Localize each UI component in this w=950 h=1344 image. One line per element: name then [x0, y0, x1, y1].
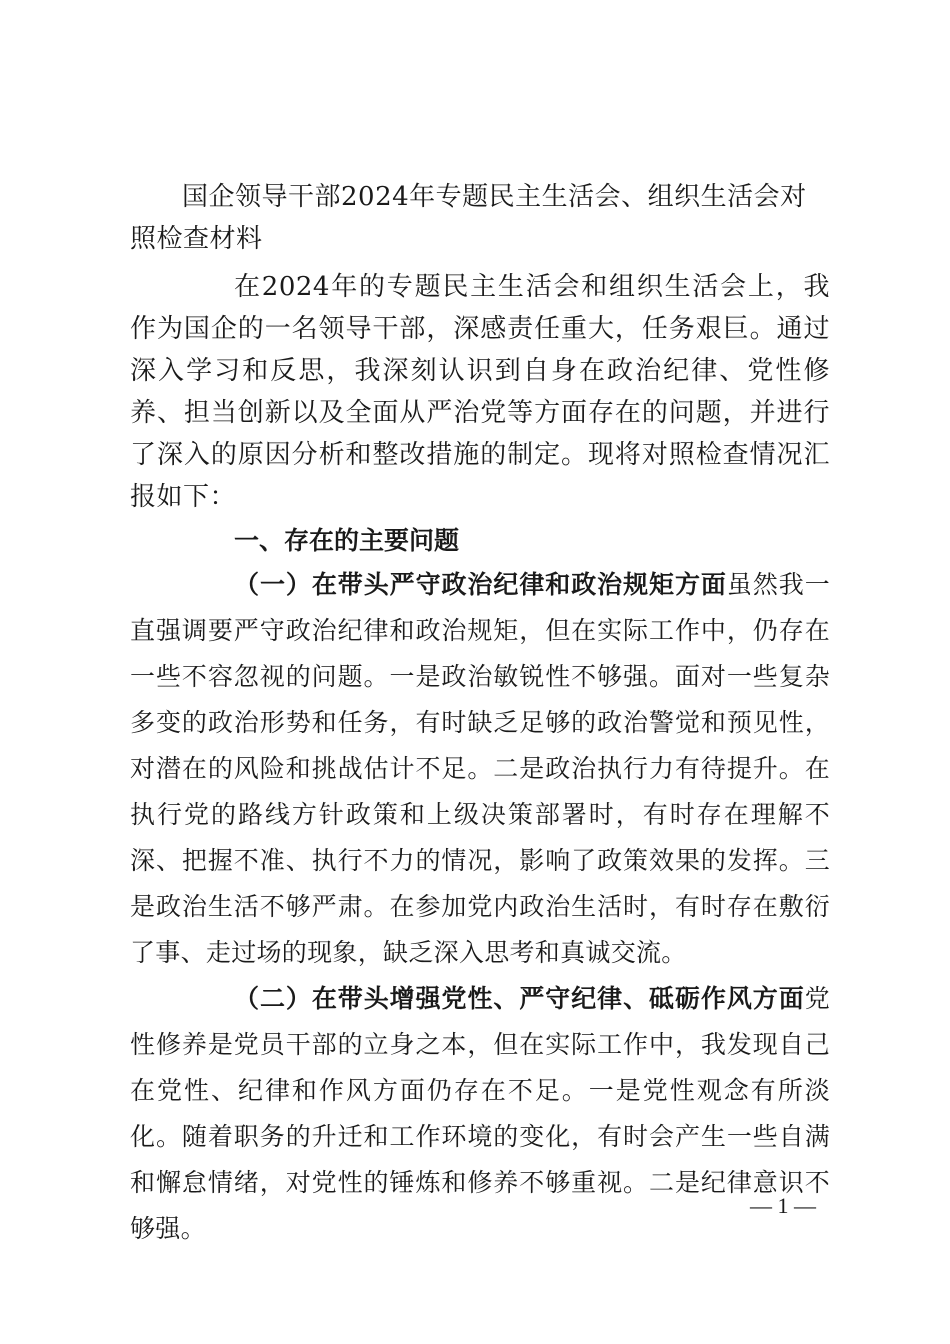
problem-item-1 [130, 562, 830, 976]
problem-item-2-text: 党性修养是党员干部的立身之本，但在实际工作中，我发现自己在党性、纪律和作风方面仍存在不足。一是党性观念有所淡化。随着职务的升迁和工作环境的变化，有时会产生一些自满和懈怠情绪，对党性的锤炼和修养不够重视。二是纪律意识不够强。 [130, 984, 830, 1243]
problem-item-2 [130, 976, 830, 1252]
document-body [130, 176, 830, 1252]
problem-item-1-text: 虽然我一直强调要严守政治纪律和政治规矩，但在实际工作中，仍存在一些不容忽视的问题。一是政治敏锐性不够强。面对一些复杂多变的政治形势和任务，有时缺乏足够的政治警觉和预见性，对潜在的风险和挑战估计不足。二是政治执行力有待提升。在执行党的路线方针政策和上级决策部署时，有时存在理解不深、把握不准、执行不力的情况，影响了政策效果的发挥。三是政治生活不够严肃。在参加党内政治生活时，有时存在敷衍了事、走过场的现象，缺乏深入思考和真诚交流。 [130, 570, 830, 967]
section-heading-problems: 一、存在的主要问题 [234, 526, 460, 555]
problem-item-2-heading: （二）在带头增强党性、严守纪律、砥砺作风方面 [234, 984, 805, 1013]
document-title: 国企领导干部2024年专题民主生活会、组织生活会对照检查材料 [130, 182, 807, 254]
problem-item-1-heading: （一）在带头严守政治纪律和政治规矩方面 [234, 570, 727, 599]
page-number: — 1 — [750, 1193, 816, 1218]
intro-paragraph: 在2024年的专题民主生活会和组织生活会上，我作为国企的一名领导干部，深感责任重大，任务艰巨。通过深入学习和反思，我深刻认识到自身在政治纪律、党性修养、担当创新以及全面从严治党等方面存在的问题，并进行了深入的原因分析和整改措施的制定。现将对照检查情况汇报如下： [130, 272, 830, 512]
